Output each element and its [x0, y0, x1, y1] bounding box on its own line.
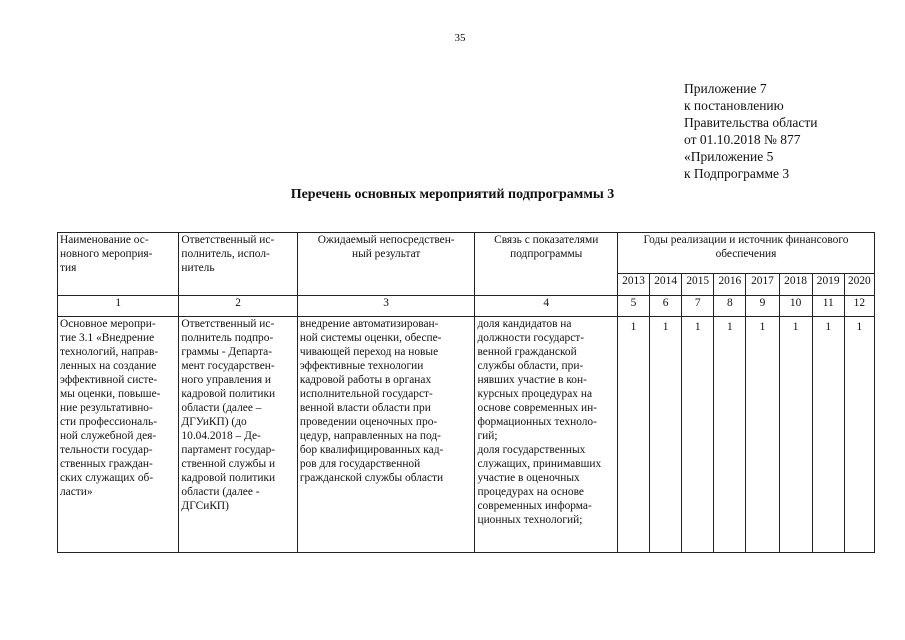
header-text-line: полнитель, испол- — [181, 248, 270, 260]
cell-text-line: партамент государ- — [181, 444, 276, 456]
header-text-line: тия — [60, 262, 77, 274]
cell-text-line: служащих, принимавших — [477, 458, 602, 470]
year-cell: 2018 — [779, 274, 812, 296]
header-name — [58, 233, 179, 296]
cell-text-line: ДГУиКП) (до — [181, 416, 247, 428]
cell-text-line: проведении оценочных про- — [299, 416, 438, 428]
cell-text-line: гражданской службы области — [299, 472, 444, 484]
header-text-line: Связь с показателями — [494, 234, 599, 246]
appendix-line: к Подпрограмме 3 — [684, 166, 790, 181]
appendix-line: «Приложение 5 — [684, 149, 774, 164]
header-text-line: подпрограммы — [510, 248, 583, 260]
cell-text-line: ной системы оценки, обеспе- — [299, 332, 442, 344]
cell-text-line: полнитель подпро- — [181, 332, 274, 344]
year-cell: 2019 — [812, 274, 844, 296]
column-number-cell: 9 — [746, 296, 779, 317]
appendix-block — [684, 80, 817, 182]
table-row — [58, 317, 875, 553]
cell-text-line: должности государст- — [477, 332, 585, 344]
column-number-cell: 12 — [844, 296, 874, 317]
appendix-line: Правительства области — [684, 115, 818, 130]
cell-text-line: ционных технологий; — [477, 514, 583, 526]
header-years-group — [617, 233, 874, 274]
cell-text-line: службы области, при- — [477, 360, 584, 372]
cell-text-line: формационных техноло- — [477, 416, 597, 428]
cell-indicators — [475, 317, 618, 553]
cell-text-line: кадровой работы в органах — [299, 374, 432, 386]
cell-text-line: эффективные технологии — [299, 360, 424, 372]
column-numbers-row — [58, 296, 875, 317]
header-responsible — [179, 233, 297, 296]
cell-text-line: области (далее - — [181, 486, 260, 498]
header-text-line: ный результат — [351, 248, 421, 260]
column-number-cell: 7 — [682, 296, 714, 317]
header-text-line: Ответственный ис- — [181, 234, 275, 246]
year-value-cell: 1 — [779, 317, 812, 553]
cell-text-line: доля государственных — [477, 444, 586, 456]
cell-text-line: курсных процедурах на — [477, 388, 593, 400]
appendix-line: к постановлению — [684, 98, 784, 113]
column-number-cell: 11 — [812, 296, 844, 317]
cell-text-line: тельности государ- — [60, 444, 153, 456]
column-number-cell: 10 — [779, 296, 812, 317]
year-cell: 2017 — [746, 274, 779, 296]
cell-result — [297, 317, 475, 553]
cell-text-line: мент государствен- — [181, 360, 275, 372]
cell-text-line: нявших участие в кон- — [477, 374, 587, 386]
cell-text-line: гий; — [477, 430, 498, 442]
cell-responsible — [179, 317, 297, 553]
cell-text-line: кадровой политики — [181, 388, 276, 400]
year-cell: 2014 — [650, 274, 682, 296]
header-text-line: обеспечения — [715, 248, 777, 260]
column-number-cell: 4 — [475, 296, 618, 317]
column-number-cell: 6 — [650, 296, 682, 317]
column-number-cell: 1 — [58, 296, 179, 317]
column-number-cell: 2 — [179, 296, 297, 317]
cell-text-line: ДГСиКП) — [181, 500, 229, 512]
cell-text-line: венной гражданской — [477, 346, 577, 358]
year-value-cell: 1 — [746, 317, 779, 553]
cell-text-line: ласти» — [60, 486, 93, 498]
column-number-cell: 5 — [617, 296, 649, 317]
header-result — [297, 233, 475, 296]
cell-text-line: ного управления и — [181, 374, 272, 386]
header-text-line: Годы реализации и источник финансового — [643, 234, 849, 246]
cell-text-line: доля кандидатов на — [477, 318, 572, 330]
year-cell: 2013 — [617, 274, 649, 296]
year-value-cell: 1 — [812, 317, 844, 553]
cell-text-line: граммы - Департа- — [181, 346, 273, 358]
year-value-cell: 1 — [617, 317, 649, 553]
cell-text-line: участие в оценочных — [477, 472, 580, 484]
cell-text-line: основе современных ин- — [477, 402, 598, 414]
cell-text-line: ленных на создание — [60, 360, 157, 372]
header-text-line: нитель — [181, 262, 215, 274]
cell-text-line: современных информа- — [477, 500, 592, 512]
year-cell: 2016 — [714, 274, 746, 296]
column-number-cell: 3 — [297, 296, 475, 317]
year-cell: 2015 — [682, 274, 714, 296]
cell-text-line: ственных граждан- — [60, 458, 153, 470]
cell-text-line: венной власти области при — [299, 402, 431, 414]
cell-text-line: цедур, направленных на под- — [299, 430, 441, 442]
measures-table — [57, 232, 875, 553]
cell-text-line: ной служебной дея- — [60, 430, 157, 442]
year-value-cell: 1 — [650, 317, 682, 553]
header-indicators — [475, 233, 618, 296]
cell-text-line: ственной службы и — [181, 458, 276, 470]
appendix-line: от 01.10.2018 № 877 — [684, 132, 801, 147]
header-text-line: Ожидаемый непосредствен- — [317, 234, 455, 246]
year-value-cell: 1 — [714, 317, 746, 553]
cell-text-line: ров для государственной — [299, 458, 421, 470]
cell-text-line: 10.04.2018 – Де- — [181, 430, 261, 442]
cell-text-line: Ответственный ис- — [181, 318, 275, 330]
header-row — [58, 233, 875, 274]
year-value-cell: 1 — [844, 317, 874, 553]
header-text-line: новного мероприя- — [60, 248, 153, 260]
cell-text-line: чивающей переход на новые — [299, 346, 439, 358]
cell-text-line: бор квалифицированных кад- — [299, 444, 444, 456]
cell-text-line: ние результативно- — [60, 402, 153, 414]
cell-text-line: технологий, направ- — [60, 346, 159, 358]
cell-text-line: мы оценки, повыше- — [60, 388, 161, 400]
cell-text-line: тие 3.1 «Внедрение — [60, 332, 155, 344]
cell-text-line: сти профессиональ- — [60, 416, 158, 428]
cell-text-line: процедурах на основе — [477, 486, 584, 498]
cell-text-line: исполнительной государст- — [299, 388, 433, 400]
year-value-cell: 1 — [682, 317, 714, 553]
cell-text-line: области (далее – — [181, 402, 262, 414]
cell-text-line: ских служащих об- — [60, 472, 154, 484]
appendix-line: Приложение 7 — [684, 81, 767, 96]
column-number-cell: 8 — [714, 296, 746, 317]
page-number: 35 — [454, 32, 466, 44]
cell-text-line: кадровой политики — [181, 472, 276, 484]
document-title: Перечень основных мероприятий подпрограммы 3 — [290, 187, 615, 202]
cell-text-line: эффективной систе- — [60, 374, 158, 386]
cell-text-line: Основное меропри- — [60, 318, 156, 330]
header-text-line: Наименование ос- — [60, 234, 149, 246]
year-cell: 2020 — [844, 274, 874, 296]
cell-text-line: внедрение автоматизирован- — [299, 318, 439, 330]
cell-measure-name — [58, 317, 179, 553]
